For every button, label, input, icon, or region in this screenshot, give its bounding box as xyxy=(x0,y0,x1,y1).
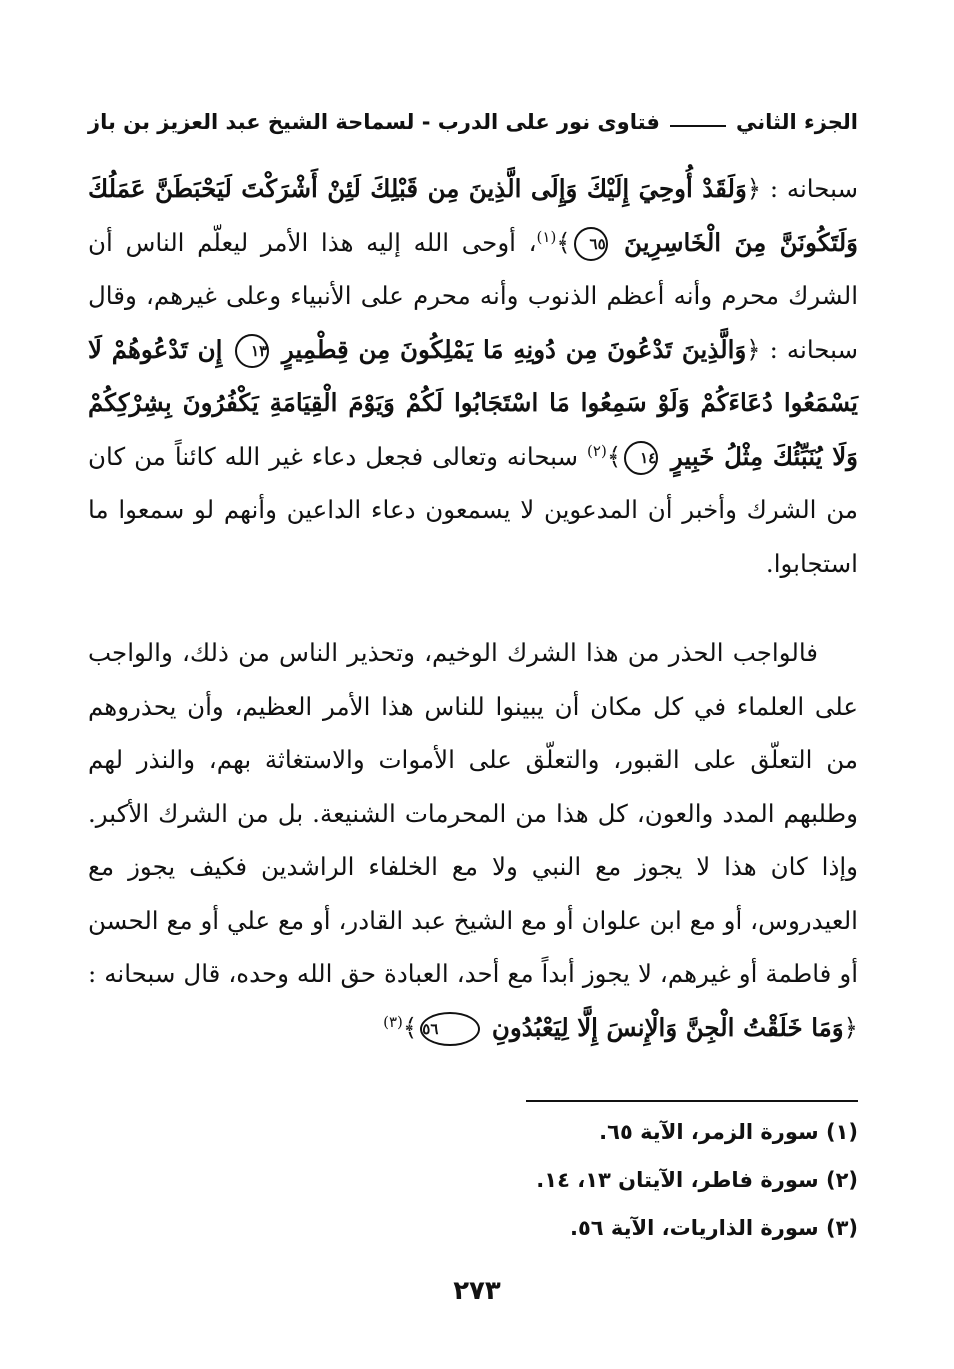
page-number: ٢٧٣ xyxy=(453,1276,501,1306)
text-segment: ، أوحى الله إليه هذا الأمر ليعلّم الناس أن الشرك محرم وأنه أعظم الذنوب وأنه محرم على الأنبياء وعلى غيرهم، وقال سبحانه : xyxy=(88,227,859,364)
footnote-3: (٣) سورة الذاريات، الآية ٥٦. xyxy=(569,1216,858,1240)
running-header xyxy=(88,104,858,140)
quran-open-bracket: ﴿ xyxy=(746,174,762,203)
quran-close-bracket: ﴾ xyxy=(556,227,571,257)
footnote-divider xyxy=(526,1100,858,1102)
footnote-2: (٢) سورة فاطر، الآيتان ١٣، ١٤. xyxy=(536,1168,858,1192)
footnotes-list xyxy=(98,1108,858,1252)
footnote-1: (١) سورة الزمر، الآية ٦٥. xyxy=(599,1120,858,1144)
quran-open-bracket: ﴿ xyxy=(746,334,761,364)
book-title: فتاوى نور على الدرب - لسماحة الشيخ عبد العزيز بن باز xyxy=(88,110,660,134)
quran-text: وَالَّذِينَ تَدْعُونَ مِن دُونِهِ مَا يَمْلِكُونَ مِن قِطْمِيرٍ xyxy=(281,334,747,364)
text-segment: سبحانه : xyxy=(761,174,858,203)
quran-open-bracket: ﴿ xyxy=(843,1012,858,1042)
quran-close-bracket: ﴾ xyxy=(606,441,622,471)
footnote-ref-2[interactable]: (٢) xyxy=(587,441,607,460)
footnote-ref-3[interactable]: (٣) xyxy=(383,1012,403,1031)
quran-quote-3 xyxy=(403,1013,858,1042)
ayah-number-marker: ١٣ xyxy=(235,334,269,368)
header-rule xyxy=(670,125,726,127)
text-segment: سبحانه وتعالى فجعل دعاء غير الله كائناً من كان من الشرك وأخبر أن المدعوين لا يسمعون دعاء الداعين وأنهم لو سمعوا ما استجابوا. xyxy=(88,441,858,578)
footnote-ref-1[interactable]: (١) xyxy=(536,227,557,246)
paragraph-1 xyxy=(88,162,858,590)
ayah-number-marker: ٦٥ xyxy=(574,227,608,261)
quran-text: وَمَا خَلَقْتُ الْجِنَّ وَالْإِنسَ إِلَّا لِيَعْبُدُونِ xyxy=(491,1012,844,1042)
quran-text: وَلَقَدْ أُوحِيَ إِلَيْكَ وَإِلَى الَّذِينَ مِن قَبْلِكَ لَئِنْ أَشْرَكْتَ لَيَحْبَطَنَّ عَمَلُكَ وَلَتَكُونَنَّ مِنَ الْخَاسِرِينَ xyxy=(88,174,859,257)
text-segment: فالواجب الحذر من هذا الشرك الوخيم، وتحذير الناس من ذلك، والواجب على العلماء في كل مكان أن يبينوا للناس هذا الأمر العظيم، وأن يحذروهم من التعلّق على القبور، والتعلّق على الأموات والاستغاثة بهم، والنذر لهم وطلبهم المدد والعون، كل هذا من المحرمات الشنيعة. بل من الشرك الأكبر. وإذا كان هذا لا يجوز مع النبي ولا مع الخلفاء الراشدين فكيف يجوز مع العيدروس، أو مع ابن علوان أو مع الشيخ عبد القادر، أو مع علي أو مع الحسن أو فاطمة أو غيرهم، لا يجوز أبداً مع أحد، العبادة حق الله وحده، قال سبحانه : xyxy=(88,638,858,988)
ayah-number-marker: ١٤ xyxy=(624,441,658,475)
volume-label: الجزء الثاني xyxy=(735,110,858,134)
ayah-number-marker: ٥٦ xyxy=(420,1012,480,1046)
quran-close-bracket: ﴾ xyxy=(402,1012,418,1042)
quran-text: إِن تَدْعُوهُمْ لَا يَسْمَعُوا دُعَاءَكُمْ وَلَوْ سَمِعُوا مَا اسْتَجَابُوا لَكُمْ وَيَوْمَ الْقِيَامَةِ يَكْفُرُونَ بِشِرْكِكُمْ وَلَا يُنَبِّئُكَ مِثْلُ خَبِيرٍ xyxy=(88,334,859,471)
paragraph-2 xyxy=(88,626,858,1054)
